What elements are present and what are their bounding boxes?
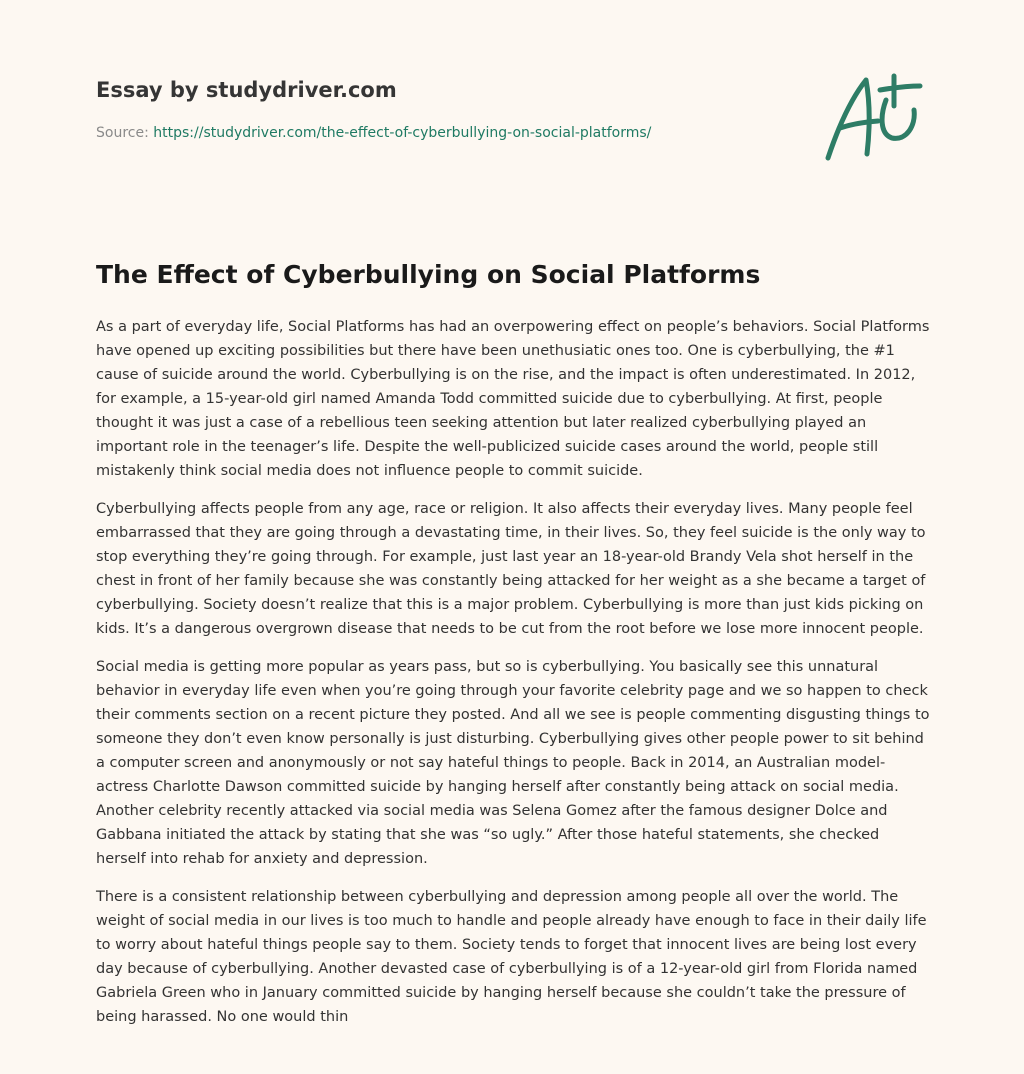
essay-body	[96, 315, 932, 1043]
site-title: Essay by studydriver.com	[96, 78, 397, 102]
essay-paragraph: As a part of everyday life, Social Platforms has had an overpowering effect on people’s behaviors. Social Platforms have opened up exciting possibilities but there have been unethusiatic ones too. One is cyberbullying, the #1 cause of suicide around the world. Cyberbullying is on the rise, and the impact is often underestimated. In 2012, for example, a 15-year-old girl named Amanda Todd committed suicide due to cyberbullying. At first, people thought it was just a case of a rebellious teen seeking attention but later realized cyberbullying played an important role in the teenager’s life. Despite the well-publicized suicide cases around the world, people still mistakenly think social media does not influence people to commit suicide.	[96, 319, 930, 479]
essay-paragraph: Social media is getting more popular as years pass, but so is cyberbullying. You basically see this unnatural behavior in everyday life even when you’re going through your favorite celebrity page and we so happen to check their comments section on a recent picture they posted. And all we see is people commenting disgusting things to someone they don’t even know personally is just disturbing. Cyberbullying gives other people power to sit behind a computer screen and anonymously or not say hateful things to people. Back in 2014, an Australian model-actress Charlotte Dawson committed suicide by hanging herself after constantly being attack on social media. Another celebrity recently attacked via social media was Selena Gomez after the famous designer Dolce and Gabbana initiated the attack by stating that she was “so ugly.” After those hateful statements, she checked herself into rehab for anxiety and depression.	[96, 659, 930, 867]
essay-paragraph: Cyberbullying affects people from any age, race or religion. It also affects their everyday lives. Many people feel embarrassed that they are going through a devastating time, in their lives. So, they feel suicide is the only way to stop everything they’re going through. For example, just last year an 18-year-old Brandy Vela shot herself in the chest in front of her family because she was constantly being attacked for her weight as a she became a target of cyberbullying. Society doesn’t realize that this is a major problem. Cyberbullying is more than just kids picking on kids. It’s a dangerous overgrown disease that needs to be cut from the root before we lose more innocent people.	[96, 501, 926, 637]
a-plus-icon	[820, 66, 930, 166]
source-label: Source:	[96, 125, 154, 141]
essay-paragraph: There is a consistent relationship between cyberbullying and depression among people all over the world. The weight of social media in our lives is too much to handle and people already have enough to face in their daily life to worry about hateful things people say to them. Society tends to forget that innocent lives are being lost every day because of cyberbullying. Another devasted case of cyberbullying is of a 12-year-old girl from Florida named Gabriela Green who in January committed suicide by hanging herself because she couldn’t take the pressure of being harassed. No one would thin	[96, 889, 927, 1025]
source-link[interactable]: https://studydriver.com/the-effect-of-cyberbullying-on-social-platforms/	[153, 125, 652, 141]
essay-title: The Effect of Cyberbullying on Social Platforms	[96, 260, 761, 289]
source-line	[96, 123, 651, 143]
